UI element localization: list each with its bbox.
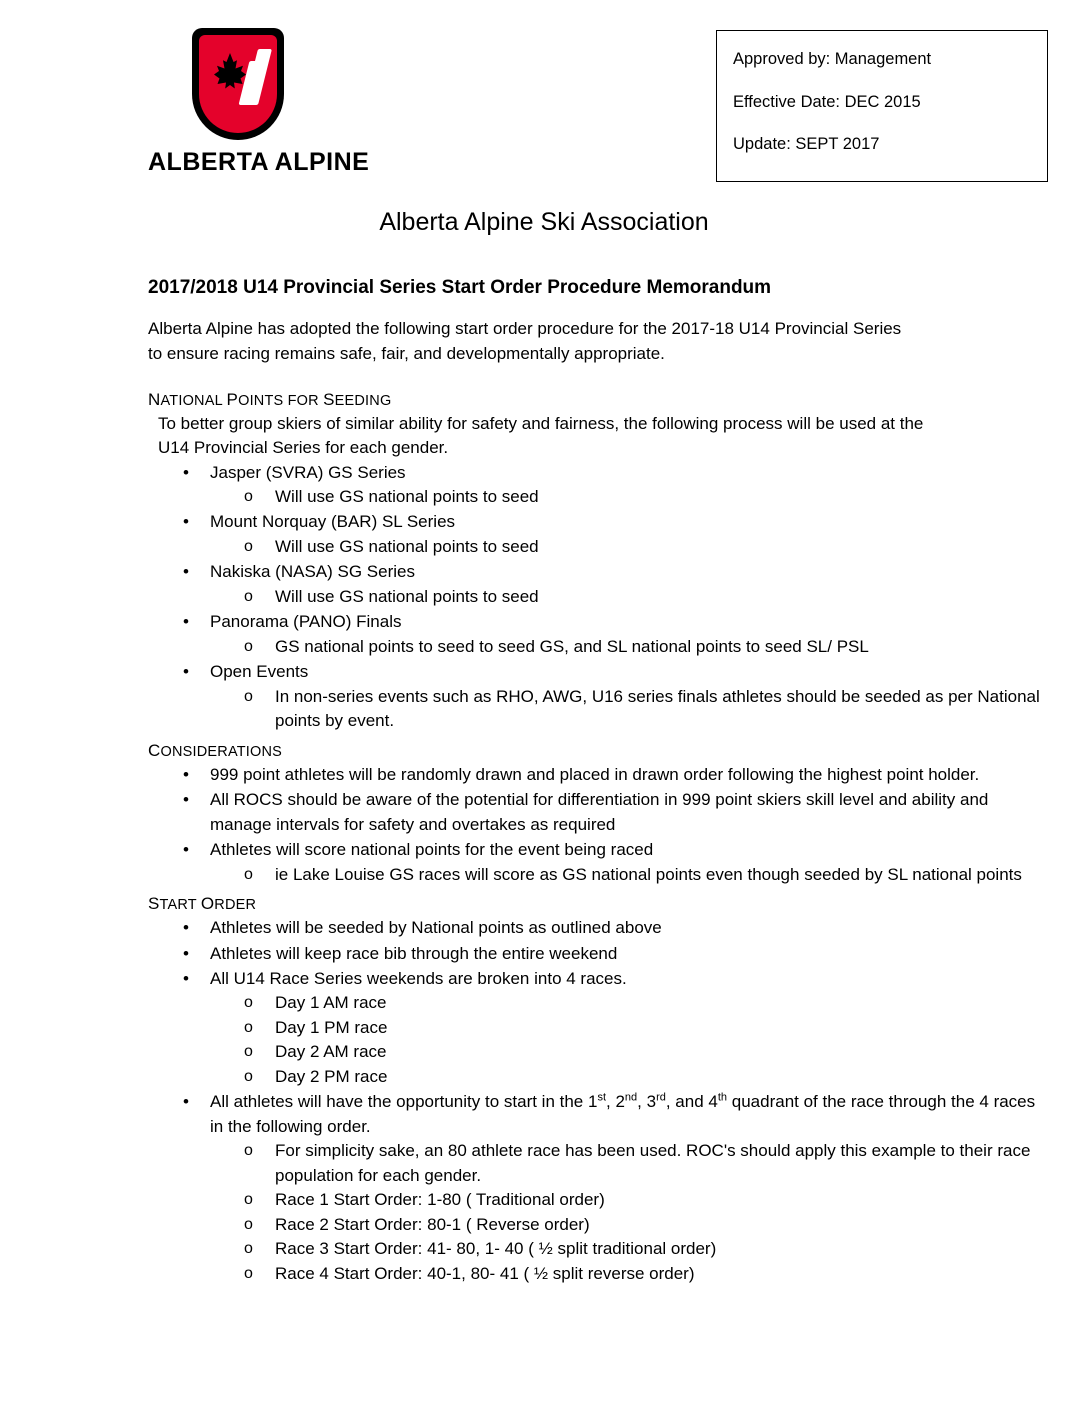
list-item: [148, 510, 1048, 559]
bullet-list: [148, 916, 1048, 1286]
list-item-text: Mount Norquay (BAR) SL Series: [210, 512, 456, 532]
list-item-text: Jasper (SVRA) GS Series: [210, 462, 406, 482]
alberta-alpine-logo: [148, 28, 370, 177]
sub-list-item: [210, 685, 1048, 734]
list-item-text: All athletes will have the opportunity to start in the 1st, 2nd, 3rd, and 4th quadrant of the race through the 4 races in the following order.: [210, 1091, 1036, 1136]
section-spacer: [148, 1287, 1048, 1293]
list-item: [148, 763, 1048, 787]
list-item: [148, 660, 1048, 733]
section-heading: START ORDER: [148, 894, 257, 914]
bullet-icon: •: [183, 612, 189, 632]
list-item-text: 999 point athletes will be randomly drawn and placed in drawn order following the highest point holder.: [210, 764, 980, 784]
sub-bullet-icon: o: [244, 1142, 253, 1160]
sub-list-item: [210, 635, 1048, 659]
bullet-list: [148, 763, 1048, 887]
sub-bullet-icon: o: [244, 1043, 253, 1061]
document-section: [148, 894, 1048, 1293]
sub-list-item: [210, 1016, 1048, 1040]
sub-list-item-text: Day 1 AM race: [275, 993, 387, 1013]
sub-bullet-icon: o: [244, 1215, 253, 1233]
sub-bullet-icon: o: [244, 1067, 253, 1085]
bullet-icon: •: [183, 943, 189, 963]
bullet-list: [148, 461, 1048, 734]
bullet-icon: •: [183, 462, 189, 482]
sub-list-item: [210, 1262, 1048, 1286]
effective-date-line: Effective Date: DEC 2015: [733, 92, 921, 111]
sub-list-item: [210, 1040, 1048, 1064]
bullet-icon: •: [183, 840, 189, 860]
document-section: [148, 741, 1048, 894]
sub-list-item-text: Race 1 Start Order: 1-80 ( Traditional order): [275, 1190, 605, 1210]
shield-inner: [199, 35, 277, 133]
sub-list-item: [210, 535, 1048, 559]
logo-wordmark: ALBERTA ALPINE: [148, 148, 370, 176]
list-item: [148, 967, 1048, 1089]
sub-bullet-list: [210, 1139, 1048, 1286]
sub-list-item: [210, 585, 1048, 609]
section-heading: CONSIDERATIONS: [148, 740, 283, 760]
sub-bullet-icon: o: [244, 1240, 253, 1258]
sub-list-item: [210, 1065, 1048, 1089]
list-item: [148, 942, 1048, 966]
sub-bullet-list: [210, 485, 1048, 509]
bullet-icon: •: [183, 918, 189, 938]
sub-list-item: [210, 1213, 1048, 1237]
sub-bullet-icon: o: [244, 488, 253, 505]
bullet-icon: •: [183, 562, 189, 582]
sub-list-item-text: Race 3 Start Order: 41- 80, 1- 40 ( ½ split traditional order): [275, 1239, 717, 1259]
bullet-icon: •: [183, 512, 189, 532]
memo-title: 2017/2018 U14 Provincial Series Start Order Procedure Memorandum: [148, 277, 772, 298]
organization-title: Alberta Alpine Ski Association: [379, 208, 709, 236]
section-intro: To better group skiers of similar ability for safety and fairness, the following process will be used at the U14 Provincial Series for each gender.: [158, 414, 924, 458]
sub-bullet-list: [210, 685, 1048, 734]
sub-list-item-text: Day 2 PM race: [275, 1066, 388, 1086]
bullet-icon: •: [183, 968, 189, 988]
list-item-text: Panorama (PANO) Finals: [210, 612, 402, 632]
list-item-text: Nakiska (NASA) SG Series: [210, 562, 415, 582]
section-heading: NATIONAL POINTS FOR SEEDING: [148, 390, 392, 410]
sub-list-item: [210, 1188, 1048, 1212]
sub-bullet-icon: o: [244, 994, 253, 1012]
approval-box: [716, 30, 1048, 182]
update-date-line: Update: SEPT 2017: [733, 135, 880, 153]
list-item: [148, 838, 1048, 887]
list-item-text: All U14 Race Series weekends are broken into 4 races.: [210, 968, 627, 988]
bullet-icon: •: [183, 1092, 189, 1112]
sub-list-item: [210, 485, 1048, 509]
sub-bullet-list: [210, 991, 1048, 1089]
sub-list-item-text: In non-series events such as RHO, AWG, U16 series finals athletes should be seeded as per National points by event.: [275, 686, 1040, 731]
sections-container: [148, 390, 1048, 1293]
sub-list-item-text: Race 2 Start Order: 80-1 ( Reverse order): [275, 1214, 590, 1234]
bullet-icon: •: [183, 764, 189, 784]
sub-list-item: [210, 1237, 1048, 1261]
sub-bullet-list: [210, 635, 1048, 659]
document-body: [0, 277, 1088, 1293]
sub-list-item-text: GS national points to seed to seed GS, and SL national points to seed SL/ PSL: [275, 636, 869, 656]
list-item-text: All ROCS should be aware of the potential for differentiation in 999 point skiers skill level and ability and manage intervals for safety and overtakes as required: [210, 790, 989, 834]
sub-bullet-icon: o: [244, 687, 253, 705]
sub-bullet-list: [210, 863, 1048, 887]
sub-list-item-text: Will use GS national points to seed: [275, 487, 539, 506]
sub-bullet-icon: o: [244, 1018, 253, 1036]
sub-list-item-text: Day 1 PM race: [275, 1017, 388, 1037]
list-item: [148, 1090, 1048, 1286]
bullet-icon: •: [183, 662, 189, 682]
list-item: [148, 560, 1048, 609]
list-item-text: Athletes will be seeded by National points as outlined above: [210, 918, 662, 938]
approved-by-line: Approved by: Management: [733, 50, 932, 68]
list-item-text: Athletes will keep race bib through the entire weekend: [210, 943, 618, 963]
sub-list-item-text: Will use GS national points to seed: [275, 586, 539, 606]
sub-list-item-text: Will use GS national points to seed: [275, 536, 539, 556]
sub-list-item-text: Day 2 AM race: [275, 1042, 387, 1062]
document-header: [0, 0, 1088, 190]
sub-bullet-list: [210, 535, 1048, 559]
sub-bullet-icon: o: [244, 1191, 253, 1209]
alberta-alpine-shield-icon: [192, 28, 284, 140]
sub-bullet-icon: o: [244, 587, 253, 605]
document-section: [148, 390, 1048, 740]
sub-list-item: [210, 863, 1048, 887]
sub-bullet-icon: o: [244, 537, 253, 555]
sub-bullet-icon: o: [244, 1264, 253, 1282]
sub-list-item-text: For simplicity sake, an 80 athlete race has been used. ROC's should apply this example to their race population for each gender.: [275, 1141, 1031, 1185]
sub-bullet-list: [210, 585, 1048, 609]
sub-list-item-text: Race 4 Start Order: 40-1, 80- 41 ( ½ split reverse order): [275, 1263, 695, 1283]
list-item: [148, 788, 1048, 837]
list-item: [148, 610, 1048, 659]
list-item: [148, 461, 1048, 510]
list-item: [148, 916, 1048, 940]
bullet-icon: •: [183, 790, 189, 810]
sub-list-item-text: ie Lake Louise GS races will score as GS national points even though seeded by SL national points: [275, 864, 1022, 884]
sub-list-item: [210, 1139, 1048, 1188]
intro-paragraph: Alberta Alpine has adopted the following start order procedure for the 2017-18 U14 Provincial Series to ensure racing remains safe, fair, and developmentally appropriate.: [148, 319, 902, 363]
list-item-text: Open Events: [210, 662, 309, 682]
sub-bullet-icon: o: [244, 637, 253, 655]
list-item-text: Athletes will score national points for the event being raced: [210, 840, 654, 860]
sub-bullet-icon: o: [244, 865, 253, 883]
sub-list-item: [210, 991, 1048, 1015]
